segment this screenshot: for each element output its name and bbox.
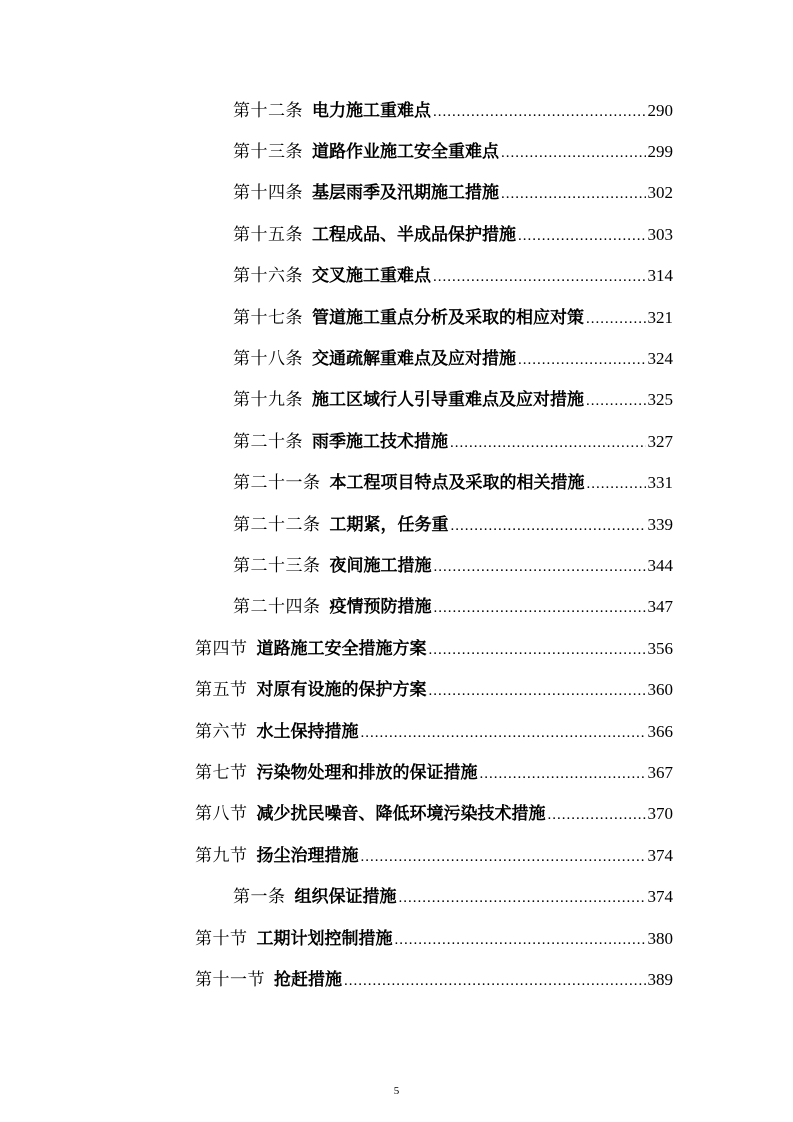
toc-entry-title: 工期计划控制措施: [256, 928, 393, 949]
dot-leader: [344, 974, 646, 989]
toc-entry-number: 第十四条: [233, 183, 303, 204]
dot-leader: [429, 684, 646, 699]
toc-entry-number: 第二十一条: [233, 473, 321, 494]
toc-entry[interactable]: [0, 835, 793, 876]
toc-entry[interactable]: [0, 876, 793, 917]
dot-leader: [587, 477, 646, 492]
toc-entry[interactable]: [0, 711, 793, 752]
toc-entry-page: 324: [647, 349, 673, 369]
toc-entry-page: 344: [647, 555, 673, 575]
toc-entry-number: 第八节: [195, 804, 248, 825]
dot-leader: [361, 850, 646, 865]
toc-entry-page: 347: [647, 597, 673, 617]
toc-entry-title: 工期紧，任务重: [329, 514, 449, 535]
toc-entry-number: 第二十二条: [233, 514, 321, 535]
toc-entry-title: 道路作业施工安全重难点: [312, 142, 499, 163]
toc-entry-number: 第十二条: [233, 100, 303, 121]
dot-leader: [518, 229, 646, 244]
toc-entry-number: 第七节: [195, 762, 248, 783]
toc-entry-number: 第十八条: [233, 349, 303, 370]
dot-leader: [450, 436, 646, 451]
toc-entry-page: 314: [647, 266, 673, 286]
dot-leader: [434, 560, 646, 575]
toc-entry-page: 380: [647, 928, 673, 948]
toc-entry[interactable]: [0, 256, 793, 297]
toc-entry-number: 第十九条: [233, 390, 303, 411]
toc-entry-number: 第十节: [195, 928, 248, 949]
toc-entry-number: 第一条: [233, 887, 286, 908]
toc-entry-page: 339: [647, 514, 673, 534]
toc-entry-title: 夜间施工措施: [329, 555, 432, 576]
dot-leader: [501, 146, 646, 161]
toc-entry-page: 303: [647, 224, 673, 244]
toc-entry[interactable]: [0, 131, 793, 172]
dot-leader: [434, 601, 646, 616]
toc-entry-title: 施工区域行人引导重难点及应对措施: [312, 390, 584, 411]
toc-entry-title: 基层雨季及汛期施工措施: [312, 183, 499, 204]
toc-entry[interactable]: [0, 380, 793, 421]
toc-entry-title: 管道施工重点分析及采取的相应对策: [312, 307, 584, 328]
toc-entry-number: 第二十三条: [233, 555, 321, 576]
toc-entry-number: 第九节: [195, 845, 248, 866]
toc-entry-number: 第四节: [195, 638, 248, 659]
toc-entry-title: 扬尘治理措施: [256, 845, 359, 866]
dot-leader: [518, 353, 646, 368]
toc-entry[interactable]: [0, 214, 793, 255]
toc-entry[interactable]: [0, 669, 793, 710]
toc-entry[interactable]: [0, 173, 793, 214]
toc-entry[interactable]: [0, 628, 793, 669]
toc-entry-number: 第二十四条: [233, 597, 321, 618]
dot-leader: [451, 519, 646, 534]
toc-entry-number: 第六节: [195, 721, 248, 742]
dot-leader: [433, 270, 646, 285]
toc-entry[interactable]: [0, 504, 793, 545]
dot-leader: [429, 643, 646, 658]
toc-entry[interactable]: [0, 338, 793, 379]
toc-entry-page: 360: [647, 680, 673, 700]
dot-leader: [586, 312, 646, 327]
toc-entry-page: 367: [647, 762, 673, 782]
dot-leader: [361, 726, 646, 741]
toc-entry-title: 交通疏解重难点及应对措施: [312, 349, 516, 370]
toc-entry-page: 374: [647, 887, 673, 907]
dot-leader: [480, 767, 646, 782]
toc-entry-page: 366: [647, 721, 673, 741]
toc-entry-page: 356: [647, 638, 673, 658]
toc-entry-number: 第二十条: [233, 431, 303, 452]
toc-entry-title: 对原有设施的保护方案: [256, 680, 427, 701]
toc-entry-page: 321: [647, 307, 673, 327]
dot-leader: [433, 105, 646, 120]
toc-entry-number: 第十六条: [233, 266, 303, 287]
toc-entry[interactable]: [0, 918, 793, 959]
toc-entry-page: 374: [647, 845, 673, 865]
dot-leader: [548, 808, 646, 823]
page-number: 5: [393, 1085, 400, 1097]
toc-entry[interactable]: [0, 794, 793, 835]
toc-entry-page: 331: [647, 473, 673, 493]
dot-leader: [399, 891, 646, 906]
dot-leader: [501, 187, 646, 202]
toc-entry[interactable]: [0, 463, 793, 504]
toc-entry-page: 370: [647, 804, 673, 824]
table-of-contents: [0, 90, 793, 1001]
toc-entry-page: 325: [647, 390, 673, 410]
toc-entry-number: 第十三条: [233, 142, 303, 163]
toc-entry-title: 抢赶措施: [274, 969, 342, 990]
toc-entry[interactable]: [0, 297, 793, 338]
toc-entry-title: 道路施工安全措施方案: [256, 638, 427, 659]
dot-leader: [586, 394, 646, 409]
toc-entry-title: 工程成品、半成品保护措施: [312, 224, 516, 245]
toc-entry[interactable]: [0, 959, 793, 1000]
toc-entry[interactable]: [0, 421, 793, 462]
toc-entry[interactable]: [0, 752, 793, 793]
toc-entry-page: 389: [647, 969, 673, 989]
toc-entry-title: 减少扰民噪音、降低环境污染技术措施: [256, 804, 546, 825]
toc-entry-page: 290: [647, 100, 673, 120]
dot-leader: [395, 933, 646, 948]
toc-entry-number: 第十一节: [195, 969, 265, 990]
toc-entry-title: 雨季施工技术措施: [312, 431, 448, 452]
toc-entry-title: 水土保持措施: [256, 721, 359, 742]
toc-entry-title: 电力施工重难点: [312, 100, 431, 121]
toc-entry[interactable]: [0, 587, 793, 628]
toc-entry-title: 组织保证措施: [294, 887, 397, 908]
toc-entry-title: 疫情预防措施: [329, 597, 432, 618]
toc-entry-number: 第十七条: [233, 307, 303, 328]
toc-entry-number: 第十五条: [233, 224, 303, 245]
toc-entry[interactable]: [0, 90, 793, 131]
toc-entry[interactable]: [0, 545, 793, 586]
toc-entry-title: 交叉施工重难点: [312, 266, 431, 287]
toc-entry-page: 302: [647, 183, 673, 203]
toc-entry-page: 299: [647, 142, 673, 162]
toc-entry-title: 本工程项目特点及采取的相关措施: [329, 473, 585, 494]
toc-entry-number: 第五节: [195, 680, 248, 701]
toc-entry-page: 327: [647, 431, 673, 451]
toc-entry-title: 污染物处理和排放的保证措施: [256, 762, 478, 783]
